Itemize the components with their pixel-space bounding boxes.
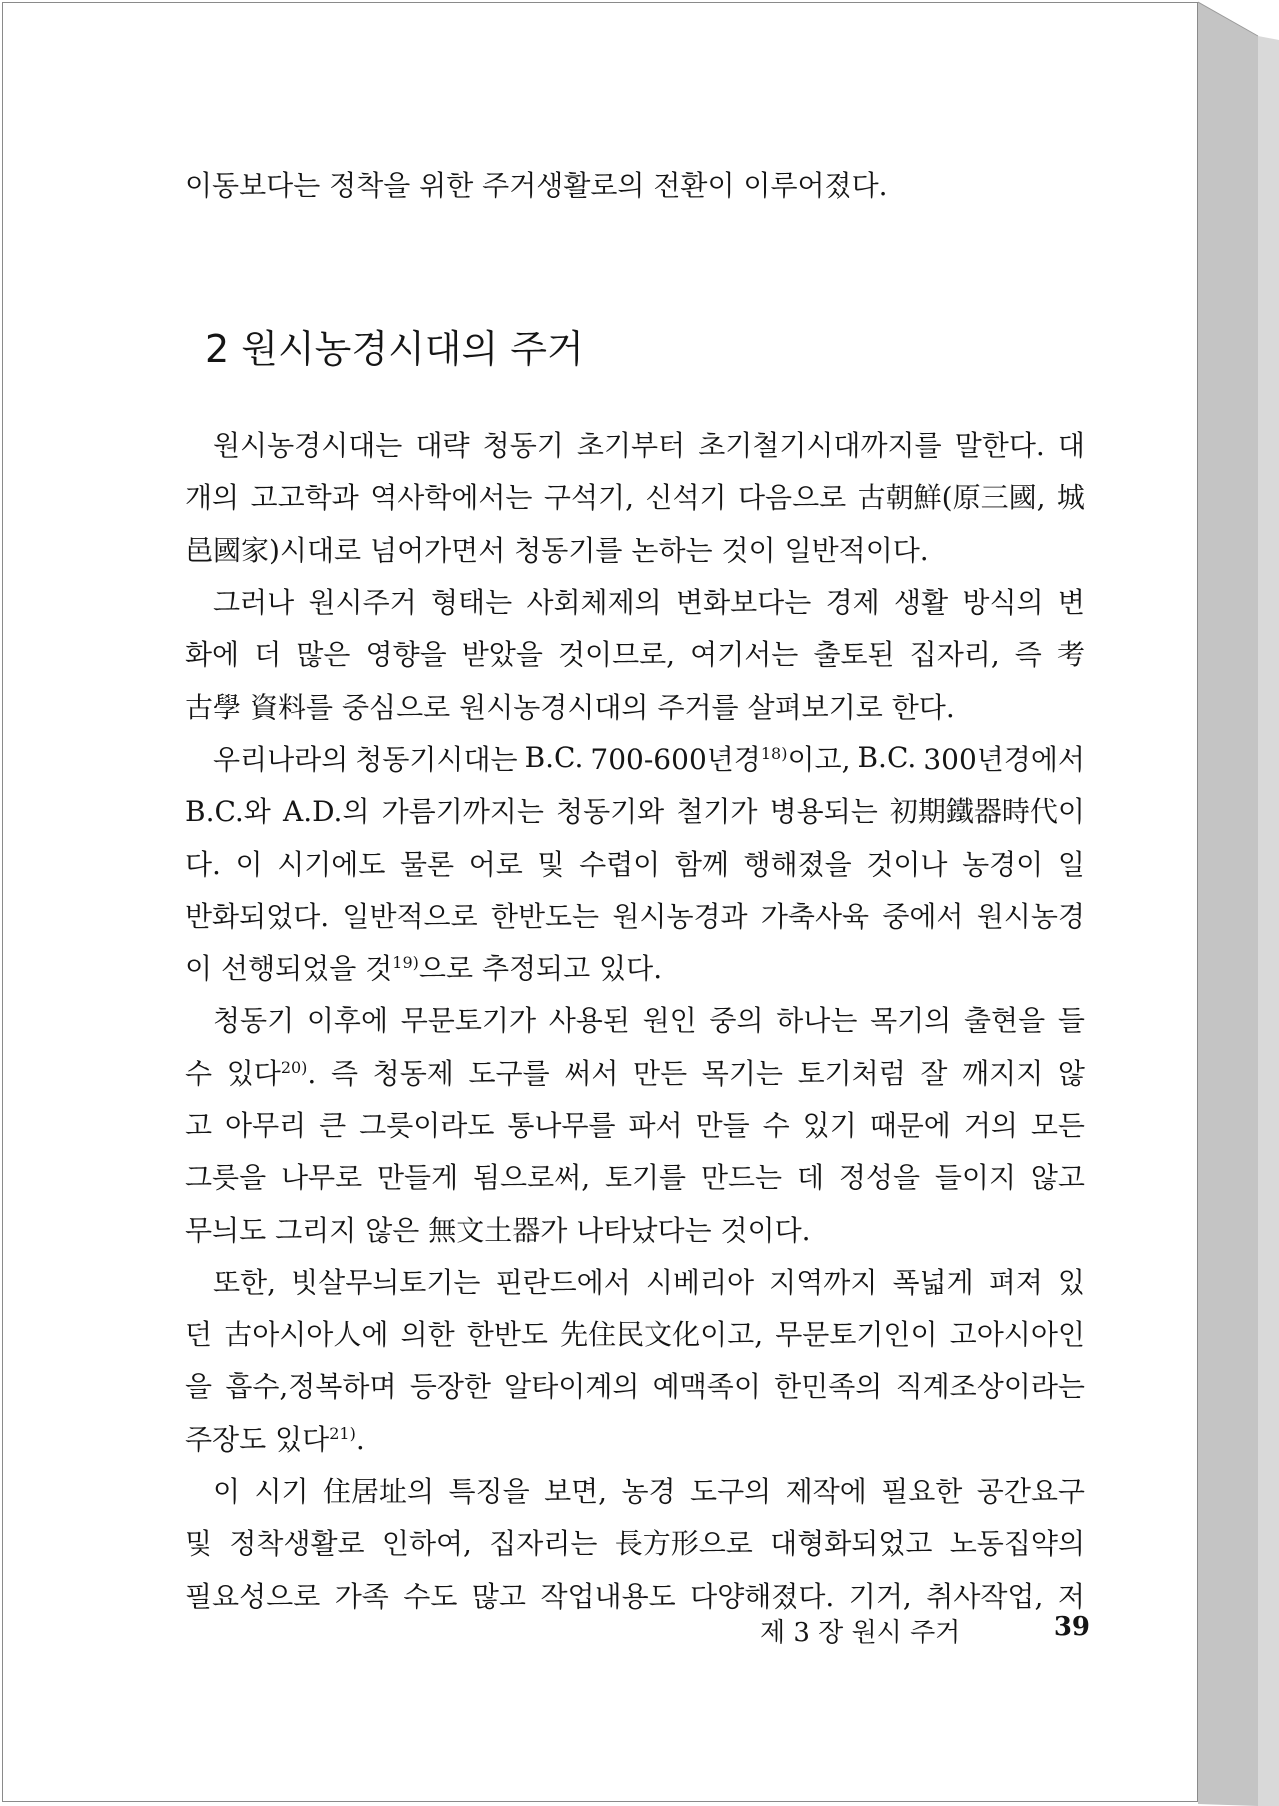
text-line xyxy=(185,1307,1085,1359)
word: 철기가 xyxy=(676,795,758,829)
section-heading: 2 원시농경시대의 주거 xyxy=(205,327,584,371)
word: B.C. xyxy=(857,741,917,775)
word: 또한, xyxy=(213,1265,276,1299)
text-line xyxy=(185,1412,1085,1464)
body-text xyxy=(185,418,1085,1621)
word: 보면, xyxy=(544,1475,608,1509)
word: 핀란드에서 xyxy=(495,1265,631,1299)
word: 아무리 xyxy=(225,1109,307,1142)
word: 모든 xyxy=(1030,1109,1085,1142)
word: 경제 xyxy=(825,586,880,620)
word: 공간요구 xyxy=(976,1475,1085,1509)
text-line xyxy=(185,470,1085,522)
word: 무문토기인이 xyxy=(775,1318,938,1352)
word: 등장한 xyxy=(409,1370,491,1404)
word: 생활 xyxy=(894,586,949,620)
text-line xyxy=(185,993,1085,1045)
word: 우리나라의 xyxy=(213,742,349,776)
text-line xyxy=(185,1359,1085,1411)
word: 만든 xyxy=(633,1056,688,1090)
word: 시베리아 xyxy=(645,1265,755,1299)
word: 하나는 xyxy=(776,1004,858,1038)
word: 정성을 xyxy=(838,1161,920,1195)
word: B.C. xyxy=(524,741,584,775)
word: 을 xyxy=(185,1370,213,1404)
word: 資料를 xyxy=(249,690,334,724)
page-number: 39 xyxy=(1053,1612,1090,1642)
word: 농경 xyxy=(621,1475,676,1509)
word: 청동기를 xyxy=(514,533,623,567)
word: 개의 xyxy=(185,481,240,515)
word: 구석기, xyxy=(543,481,634,515)
word: 이 xyxy=(185,952,213,986)
word: 수 xyxy=(185,1056,213,1090)
word: 만들 xyxy=(695,1109,750,1142)
word: 파서 xyxy=(628,1109,683,1142)
word: 통나무를 xyxy=(507,1109,616,1142)
word: 이후에 xyxy=(306,1004,389,1038)
word: 흡수,정복하며 xyxy=(225,1370,397,1404)
word: 농경이 xyxy=(962,847,1044,881)
word: 많은 xyxy=(296,638,351,672)
word: 취사작업, xyxy=(926,1579,1044,1613)
word: 것이다. xyxy=(720,1213,811,1247)
word: 중심으로 xyxy=(341,690,451,724)
text-line xyxy=(185,732,1085,784)
word: 특징을 xyxy=(448,1475,530,1509)
word: 목기는 xyxy=(701,1056,783,1090)
word: 작업내용도 xyxy=(540,1579,676,1613)
word: 이 xyxy=(235,847,263,881)
word-with-footnote: 700-600년경$^{18)}$이고, xyxy=(590,742,851,776)
word: 않 xyxy=(1057,1056,1085,1090)
word: 필요한 xyxy=(881,1475,963,1509)
word: 병용되는 xyxy=(769,795,878,829)
word: 토기를 xyxy=(604,1161,687,1195)
word: 알타이계의 xyxy=(504,1370,640,1404)
word: 주거를 xyxy=(657,690,739,724)
word: 나무로 xyxy=(281,1161,363,1195)
text-line xyxy=(185,784,1085,836)
text-line xyxy=(185,418,1085,470)
word: 의한 xyxy=(400,1318,455,1352)
word: 가축사육 xyxy=(760,899,870,933)
word: 형태는 xyxy=(430,586,513,620)
word: 住居址의 xyxy=(323,1475,435,1509)
word: 원시농경과 xyxy=(612,899,748,933)
word: 考 xyxy=(1056,638,1085,672)
page-footer xyxy=(760,1612,1090,1649)
word: 만들게 xyxy=(377,1161,459,1195)
word: 노동집약의 xyxy=(949,1527,1085,1561)
word: 행해졌을 xyxy=(743,847,852,881)
word: 邑國家)시대로 xyxy=(185,533,362,567)
word: 데 xyxy=(796,1161,824,1195)
word-with-footnote: 있다$^{21)}$. xyxy=(275,1422,365,1456)
word: 역사학에서는 xyxy=(370,481,533,515)
word: 고아시아인 xyxy=(949,1318,1085,1352)
text-line xyxy=(185,523,1085,575)
word: 집자리, xyxy=(909,638,1000,672)
word: 빗살무늬토기는 xyxy=(291,1265,481,1299)
text-line xyxy=(185,679,1085,731)
word: 저 xyxy=(1057,1579,1085,1613)
word: 받았을 xyxy=(461,638,543,672)
word: 청동기 xyxy=(213,1004,295,1038)
word: A.D.의 xyxy=(282,795,370,829)
word: 원시농경시대의 xyxy=(459,690,649,724)
word: 고고학과 xyxy=(250,481,359,515)
word: 것이나 xyxy=(866,847,948,881)
word: 던 xyxy=(185,1318,213,1352)
word: 중에서 xyxy=(882,899,964,933)
word: 물론 xyxy=(400,847,455,881)
text-line xyxy=(185,1046,1085,1098)
word: 그릇을 xyxy=(185,1161,267,1195)
word: 일 xyxy=(1057,847,1085,881)
word: 출토된 xyxy=(813,638,895,672)
word: 무늬도 xyxy=(185,1213,267,1247)
word: 수 xyxy=(762,1109,790,1142)
footnote-ref: 19) xyxy=(392,953,419,973)
word: 주장도 xyxy=(185,1422,267,1456)
word: 城 xyxy=(1056,481,1085,515)
word: 청동제 xyxy=(372,1056,454,1090)
word: 많고 xyxy=(471,1579,526,1613)
word: 사용된 xyxy=(548,1004,630,1038)
word: 출현을 xyxy=(964,1004,1046,1038)
word: 원인 xyxy=(642,1004,697,1038)
text-line xyxy=(185,889,1085,941)
text-line xyxy=(185,941,1085,993)
word: 가름기까지는 xyxy=(381,795,544,829)
intro-line: 이동보다는 정착을 위한 주거생활로의 전환이 이루어졌다. xyxy=(185,169,888,202)
word: 원시농경 xyxy=(976,899,1085,933)
word: 변화보다는 xyxy=(676,586,812,620)
word: 시기 xyxy=(254,1475,309,1509)
word: 한반도는 xyxy=(490,899,600,933)
text-line xyxy=(185,836,1085,888)
word: 논하는 xyxy=(631,533,713,567)
text-line xyxy=(185,1150,1085,1202)
word: 대략 xyxy=(415,429,470,463)
word: 토기처럼 xyxy=(797,1056,906,1090)
word: 있다. xyxy=(599,952,663,986)
word: 한다. xyxy=(891,690,955,724)
word: 중의 xyxy=(709,1004,764,1038)
word: 말한다. xyxy=(954,429,1045,463)
word: 때문에 xyxy=(869,1109,951,1142)
word-with-footnote: 있다$^{20)}$. xyxy=(226,1056,317,1090)
word: 인하여, xyxy=(381,1527,472,1561)
word: 대 xyxy=(1057,429,1085,463)
word: 예맥족이 xyxy=(652,1370,761,1404)
text-line xyxy=(185,1464,1085,1516)
word: 이 xyxy=(213,1475,241,1509)
text-line xyxy=(185,1255,1085,1307)
word: 사회체제의 xyxy=(526,586,662,620)
text-line xyxy=(185,627,1085,679)
word: 들이지 xyxy=(934,1161,1016,1195)
word: 거의 xyxy=(963,1109,1018,1142)
word: 가족 xyxy=(334,1579,389,1613)
word: 제작에 xyxy=(785,1475,867,1509)
word: 원시농경시대는 xyxy=(213,429,403,463)
word: 古아시아人에 xyxy=(224,1318,389,1352)
book-side-edge xyxy=(1198,0,1279,1806)
word: 선행되었을 xyxy=(221,952,357,986)
word: 長方形으로 xyxy=(614,1527,753,1561)
word: 다. xyxy=(185,847,221,881)
word: 古學 xyxy=(185,690,242,724)
word: 일반적이다. xyxy=(784,533,929,567)
word: 추정되고 xyxy=(481,952,591,986)
word: 함께 xyxy=(674,847,729,881)
word: 수도 xyxy=(403,1579,458,1613)
word: 폭넓게 xyxy=(892,1265,974,1299)
word: 정착생활로 xyxy=(229,1527,365,1561)
word: 더 xyxy=(254,638,282,672)
footer-chapter-title: 제 3 장 원시 주거 xyxy=(760,1618,961,1648)
text-line xyxy=(185,575,1085,627)
word: 것이 xyxy=(721,533,776,567)
word: 들 xyxy=(1057,1004,1085,1038)
word: 큰 xyxy=(319,1109,347,1142)
word: 집자리는 xyxy=(489,1527,598,1561)
word: 일반적으로 xyxy=(342,899,478,933)
word: 300년경에서 xyxy=(923,742,1085,776)
word: 청동기와 xyxy=(556,795,665,829)
word: 방식의 xyxy=(962,586,1044,620)
word: 즉 xyxy=(1014,638,1042,672)
word: 목기의 xyxy=(870,1004,952,1038)
word: 신석기 xyxy=(645,481,727,515)
word: 한민족의 xyxy=(774,1370,883,1404)
footnote-ref: 18) xyxy=(760,743,788,763)
word: 만드는 xyxy=(700,1161,783,1195)
word: 도구를 xyxy=(468,1056,550,1090)
word: 직계조상이라는 xyxy=(895,1370,1085,1404)
word: 도구의 xyxy=(690,1475,772,1509)
word: 청동기시대는 xyxy=(355,742,518,776)
word: 고 xyxy=(185,1109,213,1142)
word: 즉 xyxy=(330,1056,359,1090)
word: 다양해졌다. xyxy=(690,1579,835,1613)
word: 청동기 xyxy=(482,429,564,463)
word: 초기부터 xyxy=(576,429,686,463)
word: 써서 xyxy=(564,1056,619,1090)
word: 초기철기시대까지를 xyxy=(698,429,942,463)
word: 무문토기가 xyxy=(400,1004,536,1038)
word: 반화되었다. xyxy=(185,899,330,933)
word: 필요성으로 xyxy=(185,1579,321,1613)
word: 그러나 xyxy=(213,586,295,620)
word: 원시주거 xyxy=(308,586,417,620)
text-line xyxy=(185,1098,1085,1150)
footnote-ref: 21) xyxy=(329,1423,356,1443)
word: 화에 xyxy=(185,638,240,672)
word: 기거, xyxy=(848,1579,912,1613)
word: 영향을 xyxy=(365,638,447,672)
word: 변 xyxy=(1057,586,1085,620)
word: 깨지지 xyxy=(962,1056,1044,1090)
word: 넘어가면서 xyxy=(370,533,506,567)
word: 古朝鮮(原三國, xyxy=(857,481,1046,515)
word: 살펴보기로 xyxy=(747,690,883,724)
word: 됨으로써, xyxy=(473,1161,591,1195)
word: 있 xyxy=(1057,1265,1085,1299)
word: 先住民文化이고, xyxy=(560,1318,764,1352)
word: 다음으로 xyxy=(738,481,847,515)
word: 한반도 xyxy=(466,1318,548,1352)
word: 있기 xyxy=(802,1109,857,1142)
word-with-footnote: 것$^{19)}$으로 xyxy=(365,952,473,986)
word: 無文土器가 xyxy=(428,1213,568,1247)
word: 그릇이라도 xyxy=(359,1109,495,1142)
word: 펴져 xyxy=(988,1265,1043,1299)
word: 및 xyxy=(185,1527,213,1561)
word: 수렵이 xyxy=(579,847,661,881)
word: 그리지 xyxy=(275,1213,357,1247)
word: 않은 xyxy=(365,1213,420,1247)
word: 지역까지 xyxy=(769,1265,878,1299)
text-line xyxy=(185,1202,1085,1254)
text-line xyxy=(185,1516,1085,1568)
word: 않고 xyxy=(1030,1161,1085,1195)
word: 여기서는 xyxy=(690,638,799,672)
word: 대형화되었고 xyxy=(770,1527,933,1561)
word: 및 xyxy=(537,847,565,881)
word: 잘 xyxy=(920,1056,948,1090)
footnote-ref: 20) xyxy=(280,1057,308,1077)
word: B.C.와 xyxy=(185,795,271,829)
word: 시기에도 xyxy=(277,847,386,881)
word: 나타났다는 xyxy=(576,1213,712,1247)
word: 어로 xyxy=(468,847,523,881)
word: 初期鐵器時代이 xyxy=(889,795,1085,829)
word: 것이므로, xyxy=(557,638,676,672)
